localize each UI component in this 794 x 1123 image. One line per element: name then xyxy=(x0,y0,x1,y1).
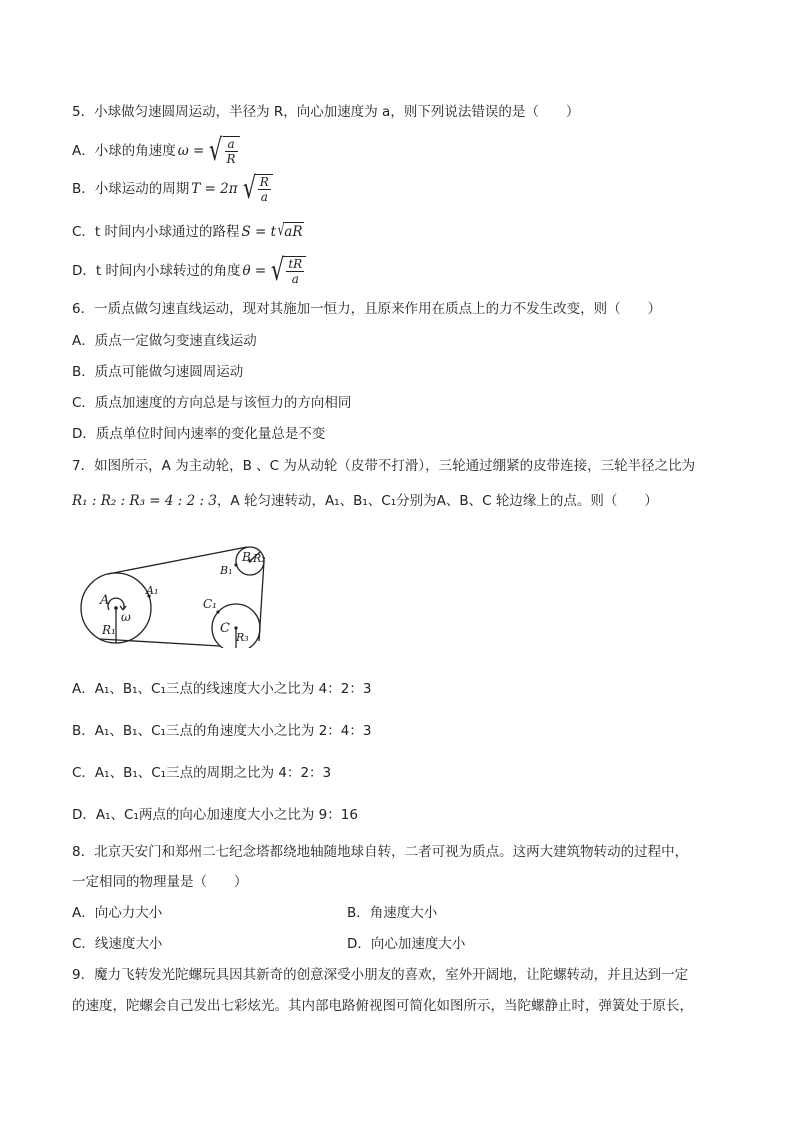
q6-option-a: A．质点一定做匀变速直线运动 xyxy=(72,333,257,349)
q7-ratio: R₁ : R₂ : R₃ = 4 : 2 : 3 xyxy=(72,493,217,509)
q5-option-d-lhs: θ = xyxy=(242,263,267,279)
q9-line2: 的速度，陀螺会自己发出七彩炫光。其内部电路俯视图可简化如图所示，当陀螺静止时，弹簧处于原长， xyxy=(72,998,693,1014)
q7-option-a: A．A₁、B₁、C₁三点的线速度大小之比为 4：2：3 xyxy=(72,681,372,697)
q5-option-b-sqrt: √ $\frac{R}{a}$ xyxy=(240,174,273,204)
q5-d-num: tR xyxy=(288,257,303,271)
q5-option-a-sqrt: √ $\frac{a}{R}$ xyxy=(206,136,239,166)
label-b1: B₁ xyxy=(220,564,233,577)
q5-option-c-text: C．t 时间内小球通过的路程 xyxy=(72,223,240,240)
q5-option-d-text: D．t 时间内小球转过的角度 xyxy=(72,263,241,279)
label-a: A xyxy=(100,593,110,608)
q5-option-a-text: A．小球的角速度 xyxy=(72,143,176,159)
q8-option-c: C．线速度大小 xyxy=(72,936,163,952)
label-r1: R₁ xyxy=(102,623,116,637)
q5-stem: 5．小球做匀速圆周运动，半径为 R，向心加速度为 a，则下列说法错误的是（ ） xyxy=(72,104,580,120)
q5-option-a xyxy=(72,134,240,168)
q8-stem-line2: 一定相同的物理量是（ ） xyxy=(72,874,248,890)
belt-right xyxy=(259,561,264,641)
q7-stem-line2-rest: ，A 轮匀速转动，A₁、B₁、C₁分别为A、B、C 轮边缘上的点。则（ ） xyxy=(216,493,658,509)
q5-option-d xyxy=(72,254,306,288)
q7-stem-line1: 7．如图所示，A 为主动轮，B 、C 为从动轮（皮带不打滑），三轮通过绷紧的皮带连接，三轮半径之比为 xyxy=(72,458,696,474)
label-b: B xyxy=(242,550,251,564)
q5-b-den: a xyxy=(260,190,268,204)
q7-option-c: C．A₁、B₁、C₁三点的周期之比为 4：2：3 xyxy=(72,765,332,781)
q6-stem: 6．一质点做匀速直线运动，现对其施加一恒力，且原来作用在质点上的力不发生改变，则（ ） xyxy=(72,301,662,317)
q6-option-c: C．质点加速度的方向总是与该恒力的方向相同 xyxy=(72,395,352,411)
q8-stem-line1: 8．北京天安门和郑州二七纪念塔都绕地轴随地球自转，二者可视为质点。这两大建筑物转动的过程中， xyxy=(72,844,689,860)
label-c: C xyxy=(220,621,230,636)
q5-option-b-lhs: T = 2π xyxy=(191,181,238,197)
q5-option-b-text: B．小球运动的周期 xyxy=(72,181,190,197)
q5-option-c xyxy=(72,222,304,241)
q7-option-d: D．A₁、C₁两点的向心加速度大小之比为 9：16 xyxy=(72,807,358,823)
q7-option-b: B．A₁、B₁、C₁三点的角速度大小之比为 2：4：3 xyxy=(72,723,372,739)
label-r2: R₂ xyxy=(253,552,266,565)
q8-option-a: A．向心力大小 xyxy=(72,905,163,921)
label-r3: R₃ xyxy=(236,631,249,644)
q5-d-den: a xyxy=(291,272,299,286)
q5-option-c-sqrt: √ aR xyxy=(277,220,303,240)
q6-option-d: D．质点单位时间内速率的变化量总是不变 xyxy=(72,426,326,442)
q5-b-num: R xyxy=(259,175,269,189)
label-c1: C₁ xyxy=(203,597,217,611)
q7-stem-line2 xyxy=(72,492,658,510)
q5-a-den: R xyxy=(226,152,236,166)
point-b1 xyxy=(234,563,237,566)
label-a1: A₁ xyxy=(146,584,159,597)
q5-option-a-lhs: ω = xyxy=(177,143,205,159)
label-omega: ω xyxy=(121,610,131,624)
q5-c-rad: aR xyxy=(284,224,303,240)
q5-option-c-lhs: S = t xyxy=(241,223,277,240)
q6-option-b: B．质点可能做匀速圆周运动 xyxy=(72,364,244,380)
q9-line1: 9．魔力飞转发光陀螺玩具因其新奇的创意深受小朋友的喜欢，室外开阔地，让陀螺转动，并且达到一定 xyxy=(72,967,689,983)
q5-option-b xyxy=(72,172,273,206)
q5-option-d-sqrt: √ $\frac{tR}{a}$ xyxy=(268,256,306,286)
q5-a-num: a xyxy=(225,137,238,152)
q8-option-b: B．角速度大小 xyxy=(347,905,438,921)
pulley-diagram xyxy=(70,536,280,648)
q8-option-d: D．向心加速度大小 xyxy=(347,936,466,952)
